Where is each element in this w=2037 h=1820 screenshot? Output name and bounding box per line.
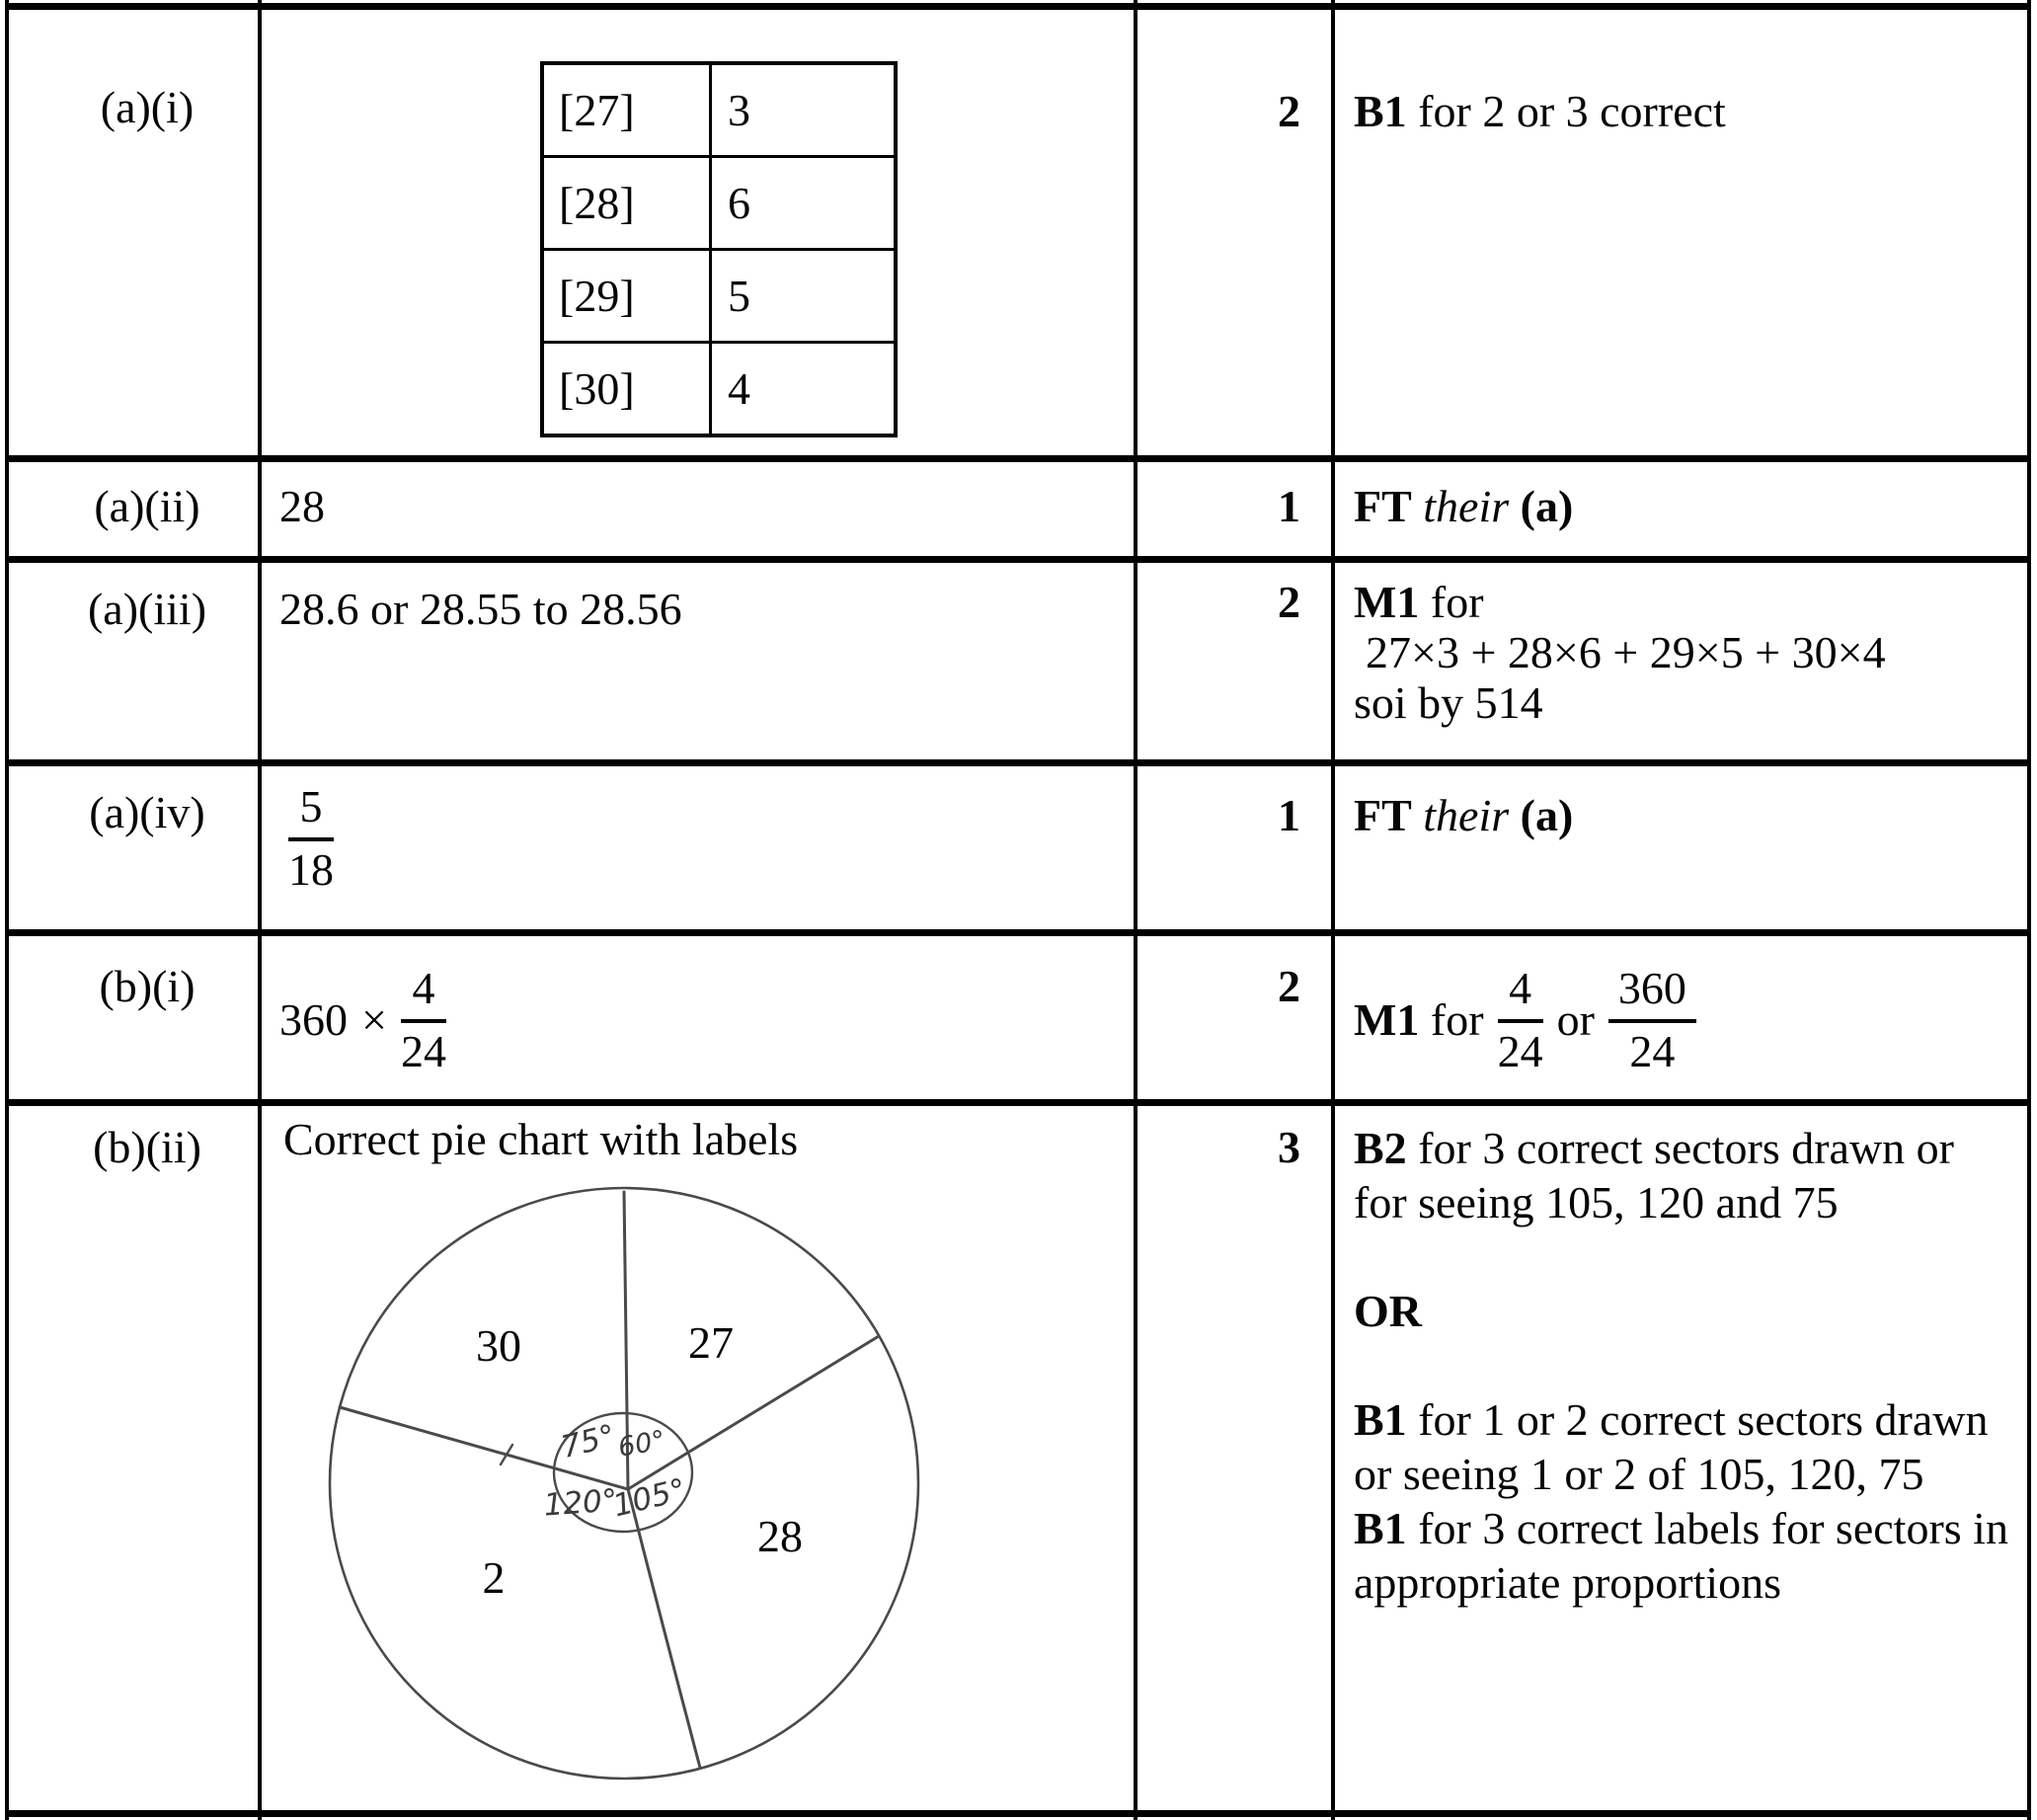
table-border-right — [2027, 0, 2031, 1820]
angle-label-60: 60° — [615, 1425, 668, 1464]
guidance-note: for — [1419, 994, 1484, 1045]
fraction-denominator: 18 — [288, 844, 334, 895]
mark-code: M1 — [1354, 994, 1420, 1045]
question-label: (a)(iv) — [89, 787, 205, 837]
coefficient: 360 — [279, 994, 348, 1045]
sector-label-27: 27 — [688, 1317, 734, 1368]
guidance-line — [1354, 577, 1886, 627]
guidance-their: their — [1423, 481, 1510, 531]
table-row — [544, 65, 894, 158]
spacer — [1354, 1338, 2008, 1392]
marks-value: 3 — [1278, 1122, 1300, 1172]
frequency-cell: 3 — [728, 85, 750, 135]
row-line-4 — [5, 929, 2031, 936]
question-label: (a)(iii) — [87, 584, 207, 634]
table-row — [544, 251, 894, 344]
question-label: (b)(i) — [99, 961, 196, 1011]
question-label: (a)(i) — [100, 82, 195, 132]
divider-question-answer — [258, 0, 262, 1820]
mark-code: M1 — [1354, 577, 1420, 627]
sector-label-30: 30 — [476, 1320, 521, 1371]
interval-cell: [28] — [544, 158, 712, 248]
fraction-numerator: 4 — [1498, 966, 1543, 1023]
guidance-text — [1354, 1121, 2008, 1610]
fraction — [1608, 963, 1696, 1076]
interval-cell: [30] — [544, 344, 712, 434]
guidance-text — [1354, 481, 1574, 531]
sector-label-2: 2 — [482, 1552, 506, 1603]
answer-text: 28 — [279, 481, 325, 531]
guidance-note: for 3 correct sectors drawn or — [1406, 1123, 1955, 1173]
interval-cell: [27] — [544, 65, 712, 155]
mark-code: B1 — [1354, 86, 1407, 136]
guidance-text — [1354, 86, 1726, 136]
guidance-note: for 1 or 2 correct sectors drawn — [1406, 1394, 1989, 1445]
row-line-1 — [5, 455, 2031, 462]
frequency-cell: 5 — [728, 271, 750, 321]
guidance-their: their — [1423, 790, 1510, 840]
fraction-denominator: 24 — [1629, 1026, 1676, 1076]
fraction-numerator: 4 — [401, 966, 446, 1023]
mark-code: B1 — [1354, 1503, 1407, 1553]
frequency-cell: 4 — [728, 363, 750, 414]
fraction-denominator: 24 — [400, 1026, 446, 1076]
mark-code: FT — [1354, 481, 1412, 531]
guidance-lead — [1354, 994, 1484, 1045]
table-border-left — [5, 0, 9, 1820]
guidance-text — [1354, 577, 1886, 728]
mark-code: B1 — [1354, 1394, 1407, 1445]
mark-code: B2 — [1354, 1123, 1407, 1173]
spacer — [1354, 1229, 2008, 1284]
pie-chart — [306, 1165, 958, 1817]
table-row — [544, 344, 894, 434]
guidance-line — [1354, 1121, 2008, 1175]
divider-marks-guidance — [1331, 0, 1335, 1820]
frequency-table — [540, 61, 898, 437]
row-line-2 — [5, 556, 2031, 563]
row-line-5 — [5, 1099, 2031, 1106]
guidance-line: for seeing 105, 120 and 75 — [1354, 1177, 1839, 1227]
fraction-numerator: 360 — [1608, 966, 1696, 1023]
question-label: (b)(ii) — [93, 1122, 201, 1172]
guidance-line — [1354, 1392, 2008, 1447]
guidance-text — [1354, 790, 1574, 840]
guidance-note: for 3 correct labels for sectors in — [1406, 1503, 2008, 1553]
fraction-numerator: 5 — [288, 784, 334, 841]
guidance-note: for — [1419, 577, 1484, 627]
interval-cell: [29] — [544, 251, 712, 341]
guidance-line: appropriate proportions — [1354, 1557, 1782, 1608]
answer-fraction — [288, 781, 334, 895]
row-line-top — [5, 3, 2031, 10]
answer-text: Correct pie chart with labels — [283, 1114, 799, 1164]
guidance-part-ref: (a) — [1520, 790, 1574, 840]
answer-expression — [279, 963, 446, 1076]
guidance-soi: soi by 514 — [1354, 677, 1543, 728]
angle-label-120: 120° — [542, 1482, 619, 1524]
or-word: or — [1556, 994, 1595, 1045]
question-label: (a)(ii) — [94, 481, 200, 531]
answer-text: 28.6 or 28.55 to 28.56 — [279, 584, 682, 634]
fraction — [288, 781, 334, 895]
marks-value: 2 — [1278, 86, 1300, 136]
sector-label-28: 28 — [757, 1511, 803, 1561]
guidance-part-ref: (a) — [1520, 481, 1574, 531]
marks-value: 2 — [1278, 961, 1300, 1011]
guidance-formula: 27×3 + 28×6 + 29×5 + 30×4 — [1366, 627, 1886, 677]
angle-label-105: 105° — [609, 1471, 690, 1525]
or-heading: OR — [1354, 1286, 1422, 1336]
guidance-text — [1354, 963, 1696, 1076]
marks-value: 1 — [1278, 790, 1300, 840]
row-line-3 — [5, 759, 2031, 766]
divider-answer-marks — [1134, 0, 1137, 1820]
times-sign: × — [361, 994, 387, 1045]
angle-label-75: 75° — [557, 1417, 619, 1466]
fraction-denominator: 24 — [1497, 1026, 1543, 1076]
mark-code: FT — [1354, 790, 1412, 840]
frequency-cell: 6 — [728, 178, 750, 228]
guidance-line — [1354, 1501, 2008, 1555]
guidance-line: or seeing 1 or 2 of 105, 120, 75 — [1354, 1449, 1924, 1499]
fraction — [400, 963, 446, 1076]
table-row — [544, 158, 894, 251]
marks-value: 2 — [1278, 577, 1300, 627]
guidance-note: for 2 or 3 correct — [1406, 86, 1726, 136]
fraction — [1497, 963, 1543, 1076]
marks-value: 1 — [1278, 481, 1300, 531]
